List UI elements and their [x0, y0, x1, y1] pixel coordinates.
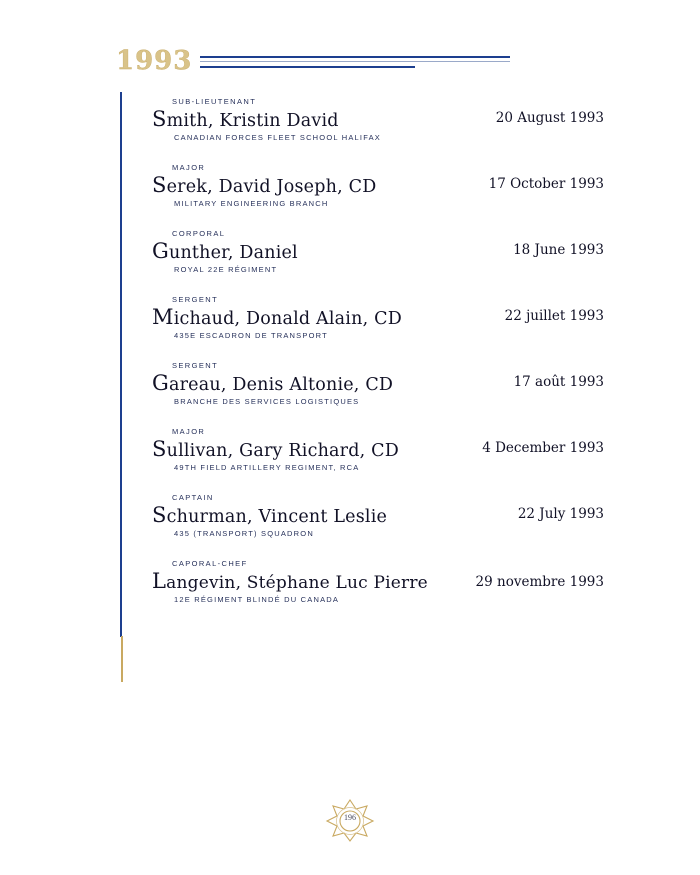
entry-name-rest: mith, Kristin David — [166, 111, 339, 131]
entry-rank: MAJOR — [172, 427, 206, 436]
entry-name-rest: churman, Vincent Leslie — [166, 507, 388, 527]
year-label: 1993 — [116, 46, 193, 76]
list-item — [152, 294, 604, 360]
entry-name-initial: L — [152, 569, 167, 593]
year-heading-block — [112, 46, 532, 80]
honour-roll-list — [152, 96, 604, 624]
entry-name-initial: G — [152, 239, 169, 263]
entry-unit: ROYAL 22E RÉGIMENT — [174, 265, 278, 274]
entry-unit: 435E ESCADRON DE TRANSPORT — [174, 331, 328, 340]
header-rule-primary — [200, 56, 510, 58]
entry-unit: 12E RÉGIMENT BLINDÉ DU CANADA — [174, 595, 340, 604]
vertical-rule-blue — [120, 92, 122, 637]
header-rule-secondary — [200, 61, 510, 62]
entry-name-rest: areau, Denis Altonie, CD — [168, 375, 394, 395]
entry-name-initial: S — [152, 437, 167, 461]
entry-name-initial: S — [152, 503, 167, 527]
entry-rank: MAJOR — [172, 163, 206, 172]
entry-rank: SERGENT — [172, 295, 219, 304]
rosette-ornament-icon — [323, 796, 377, 842]
list-item — [152, 228, 604, 294]
list-item — [152, 162, 604, 228]
entry-rank: CAPORAL-CHEF — [172, 559, 248, 568]
entry-name-rest: ullivan, Gary Richard, CD — [166, 441, 399, 461]
entry-date: 29 novembre 1993 — [475, 574, 604, 590]
list-item — [152, 426, 604, 492]
list-item — [152, 558, 604, 624]
entry-name-rest: erek, David Joseph, CD — [166, 177, 377, 197]
entry-date: 18 June 1993 — [513, 242, 604, 258]
page-number: 196 — [344, 813, 356, 822]
entry-unit: 435 (TRANSPORT) SQUADRON — [174, 529, 314, 538]
entry-name-rest: ichaud, Donald Alain, CD — [173, 309, 402, 329]
entry-date: 20 August 1993 — [495, 110, 604, 126]
entry-date: 22 July 1993 — [517, 506, 604, 522]
entry-rank: SERGENT — [172, 361, 219, 370]
entry-name-initial: M — [152, 305, 174, 329]
list-item — [152, 360, 604, 426]
header-rule-short — [200, 66, 415, 68]
list-item — [152, 492, 604, 558]
entry-date: 17 août 1993 — [513, 374, 604, 390]
entry-date: 22 juillet 1993 — [504, 308, 604, 324]
entry-rank: SUB-LIEUTENANT — [172, 97, 257, 106]
entry-date: 4 December 1993 — [482, 440, 604, 456]
entry-rank: CORPORAL — [172, 229, 226, 238]
entry-rank: CAPTAIN — [172, 493, 214, 502]
entry-unit: CANADIAN FORCES FLEET SCHOOL HALIFAX — [174, 133, 381, 142]
entry-unit: MILITARY ENGINEERING BRANCH — [174, 199, 329, 208]
entry-name-initial: S — [152, 173, 167, 197]
entry-name-initial: S — [152, 107, 167, 131]
entry-unit: 49TH FIELD ARTILLERY REGIMENT, RCA — [174, 463, 360, 472]
entry-name-rest: angevin, Stéphane Luc Pierre — [166, 573, 428, 593]
list-item — [152, 96, 604, 162]
entry-name-initial: G — [152, 371, 169, 395]
entry-unit: BRANCHE DES SERVICES LOGISTIQUES — [174, 397, 360, 406]
entry-name-rest: unther, Daniel — [168, 243, 298, 263]
entry-date: 17 October 1993 — [488, 176, 604, 192]
page-footer — [0, 796, 700, 847]
vertical-rule-gold — [121, 636, 123, 682]
